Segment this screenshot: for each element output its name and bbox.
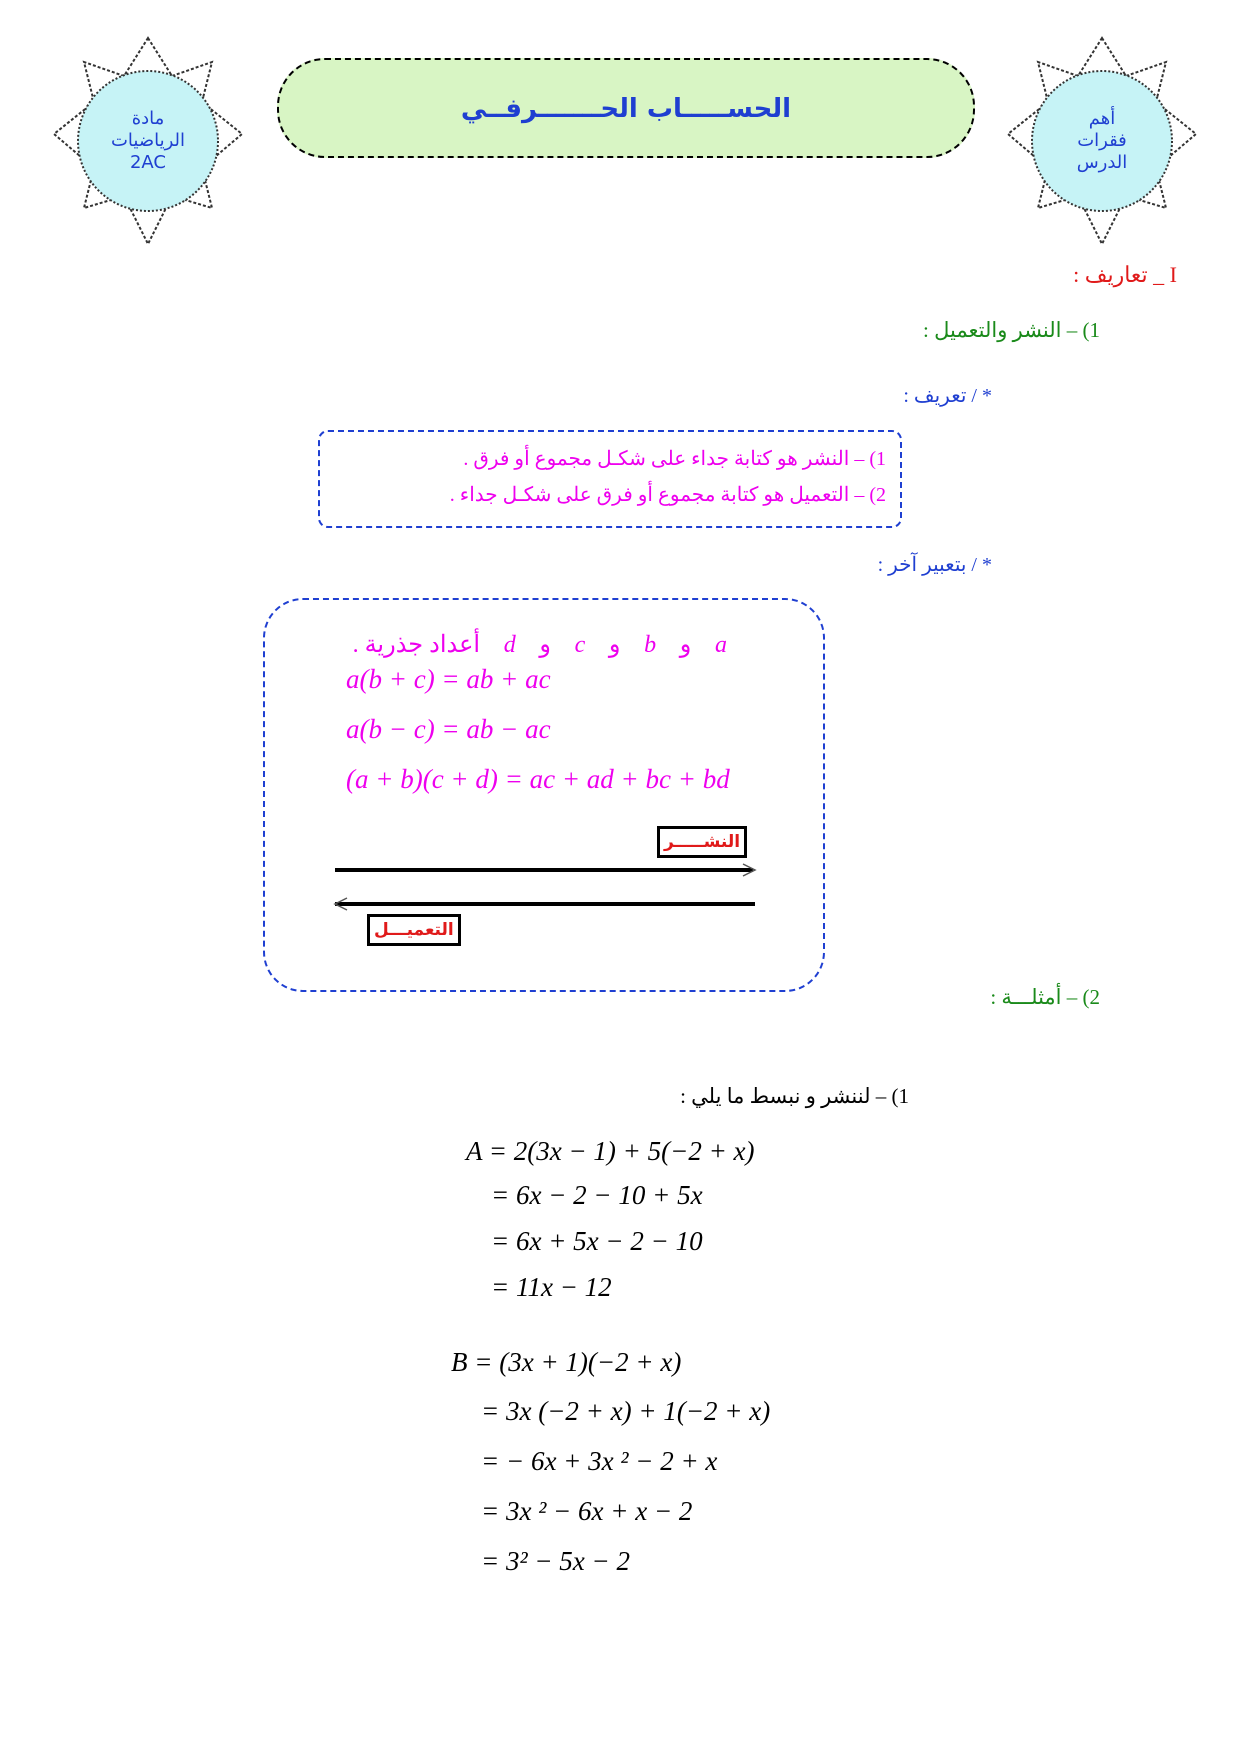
expression-A-line-1: A = 2(3x − 1) + 5(−2 + x) [466,1136,755,1166]
definition-label: * / تعريف : [903,385,992,407]
var-d: d [503,632,516,658]
right-badge-line-2: فقرات [1077,130,1127,151]
expression-A-line-2: = 6x − 2 − 10 + 5x [491,1180,703,1210]
examples-heading: 2) – أمثلـــة : [990,985,1100,1009]
expansion-factoring-arrows [263,598,821,988]
identity-1: a(b + c) = ab + ac [346,664,551,694]
left-badge-line-1: مادة [131,108,165,129]
definition-line-1: 1) – النشر هو كتابة جداء على شكـل مجموع أو فرق . [463,448,886,470]
left-badge-line-2: الرياضيات [110,130,186,151]
left-badge-line-3: 2AC [129,152,167,173]
right-badge-line-1: أهم [1088,108,1116,129]
expression-B-line-3: = − 6x + 3x ² − 2 + x [481,1446,718,1476]
definition-box [318,430,902,528]
expression-B-line-4: = 3x ² − 6x + x − 2 [481,1496,693,1526]
definition-line-2: 2) – التعميل هو كتابة مجموع أو فرق على شكـل جداء . [449,484,886,506]
expression-B-line-2: = 3x (−2 + x) + 1(−2 + x) [481,1396,771,1426]
var-a: a [715,632,727,658]
page-title: الحســـــاب الحـــــــرفــي [460,94,792,124]
conj-1: و [679,632,692,658]
title-banner [277,58,975,158]
identity-2: a(b − c) = ab − ac [346,714,551,744]
expression-A-line-3: = 6x + 5x − 2 − 10 [491,1226,703,1256]
right-badge-line-3: الدرس [1076,152,1128,173]
var-c: c [574,632,586,658]
expression-B-line-1: B = (3x + 1)(−2 + x) [451,1347,682,1377]
factoring-tag: التعميـــل [367,914,461,946]
intro-text: أعداد جذرية . [352,632,481,658]
identity-3: (a + b)(c + d) = ac + ad + bc + bd [346,764,730,794]
expansion-tag: النشـــــر [657,826,747,858]
right-badge [1004,36,1200,246]
conj-3: و [539,632,551,658]
example-1-label: 1) – لننشر و نبسط ما يلي : [680,1084,909,1108]
conj-2: و [608,632,621,658]
subsection-heading: 1) – النشر والتعميل : [923,318,1100,342]
alt-expression-label: * / بتعبير آخر : [877,554,992,576]
section-heading: I _ تعاريف : [1073,262,1177,287]
left-badge [50,36,246,246]
expression-A-line-4: = 11x − 12 [491,1272,612,1302]
identities-box [263,598,825,992]
var-b: b [644,632,657,658]
expression-B-line-5: = 3² − 5x − 2 [481,1546,630,1576]
